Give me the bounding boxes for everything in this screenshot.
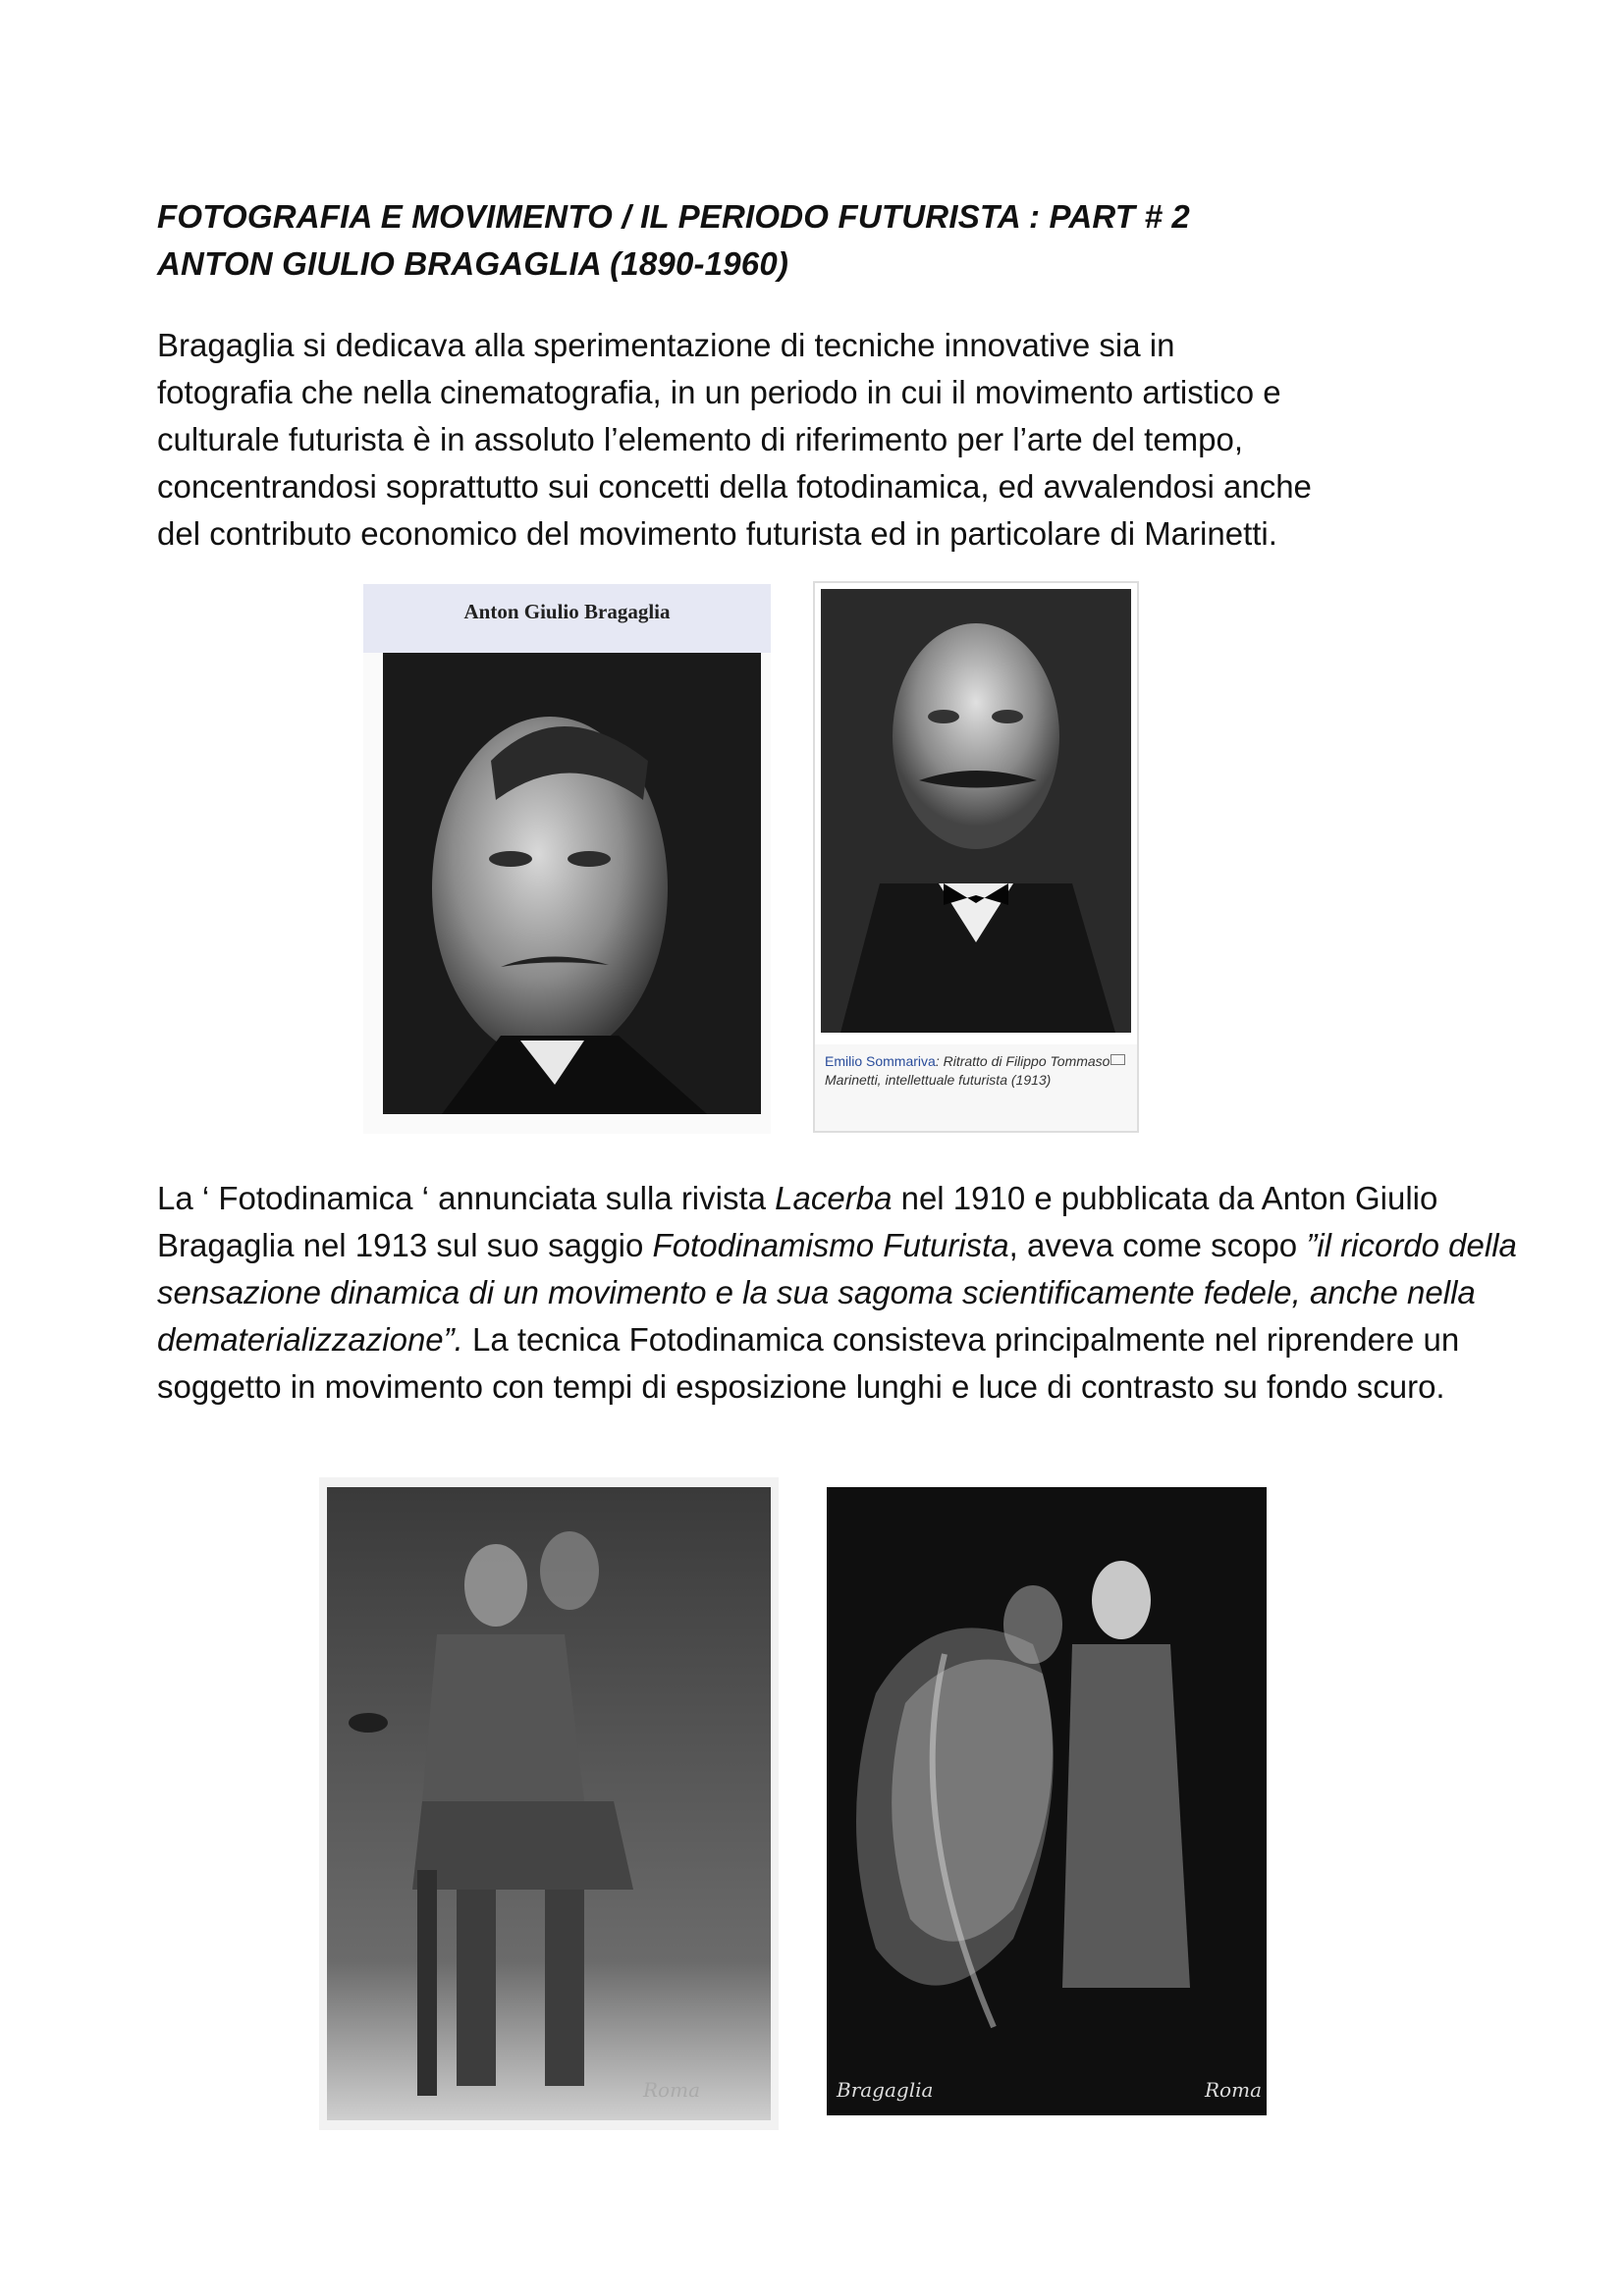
page-title: FOTOGRAFIA E MOVIMENTO / IL PERIODO FUTURISTA : PART # 2 (157, 198, 1190, 235)
text-run: nel 1910 e pubblicata da Anton Giulio Bragaglia nel 1913 sul suo saggio (157, 1180, 1438, 1263)
intro-line: del contributo economico del movimento futurista ed in particolare di Marinetti. (157, 515, 1277, 552)
bragaglia-portrait-photo (363, 584, 771, 1134)
seated-fotodinamica-photo (319, 1477, 779, 2130)
enlarge-icon[interactable] (1110, 1054, 1125, 1065)
text-run: La ‘ Fotodinamica ‘ annunciata sulla rivista (157, 1180, 776, 1216)
magazine-title: Lacerba (775, 1180, 893, 1216)
fotodinamica-paragraph (157, 1175, 1532, 1411)
motion-fotodinamica-photo (817, 1477, 1276, 2125)
motion-fotodinamica-image (817, 1477, 1276, 2125)
seated-fotodinamica-image (319, 1477, 779, 2130)
text-run: , aveva come scopo (1008, 1227, 1307, 1263)
marinetti-portrait-photo (813, 581, 1139, 1133)
photo-signature: Roma (1205, 2078, 1262, 2102)
intro-line: culturale futurista è in assoluto l’elemento di riferimento per l’arte del tempo, (157, 421, 1244, 457)
book-title: Fotodinamismo Futurista (652, 1227, 1009, 1263)
quote: ”il ricordo della sensazione dinamica di un movimento e la sua sagoma scientificamente fedele, anche nella dematerializzazione”. (157, 1227, 1517, 1358)
intro-line: Bragaglia si dedicava alla sperimentazione di tecniche innovative sia in (157, 327, 1175, 363)
intro-line: concentrandosi soprattutto sui concetti della fotodinamica, ed avvalendosi anche (157, 468, 1312, 505)
caption-author[interactable]: Emilio Sommariva (825, 1053, 936, 1069)
marinetti-portrait-image (821, 589, 1131, 1033)
photo-signature: Bragaglia (837, 2078, 934, 2102)
intro-line: fotografia che nella cinematografia, in un periodo in cui il movimento artistico e (157, 374, 1281, 410)
page-subtitle: ANTON GIULIO BRAGAGLIA (1890-1960) (157, 245, 789, 282)
bragaglia-portrait-title: Anton Giulio Bragaglia (363, 584, 771, 653)
caption-text: : Ritratto di Filippo Tommaso Marinetti, intellettuale futurista (1913) (825, 1053, 1110, 1088)
intro-paragraph (157, 322, 1532, 558)
photo-signature: Roma (643, 2078, 700, 2102)
text-run: La tecnica Fotodinamica consisteva principalmente nel riprendere un soggetto in movimento con tempi di esposizione lunghi e luce di contrasto su fondo scuro. (157, 1321, 1460, 1405)
marinetti-photo-caption (815, 1044, 1137, 1131)
bragaglia-portrait-image (383, 653, 761, 1114)
